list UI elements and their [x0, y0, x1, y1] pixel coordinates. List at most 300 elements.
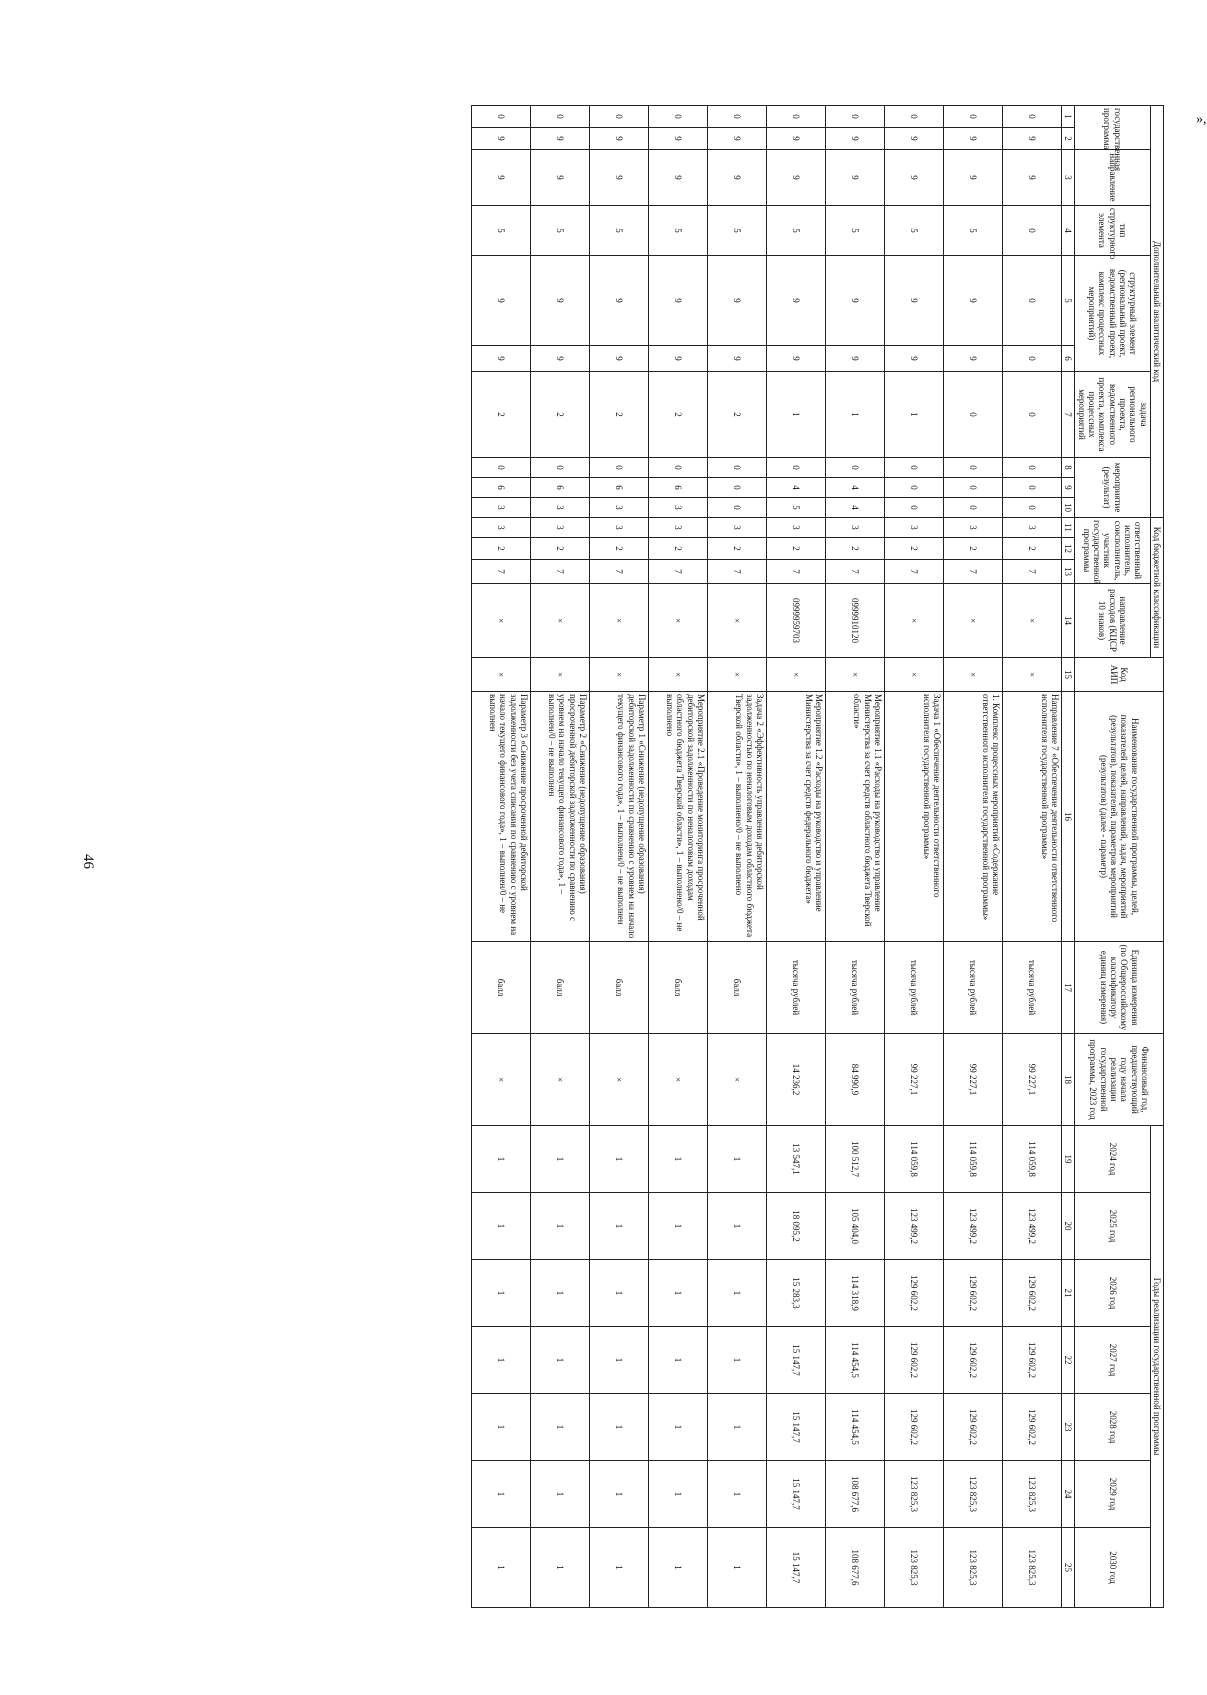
table-cell: 0 [707, 478, 766, 498]
table-cell: 2 [884, 538, 943, 560]
table-cell: 2 [825, 538, 884, 560]
table-cell: 9 [530, 128, 589, 150]
rotated-table-container [164, 105, 1164, 1605]
header-unit: Единица измерения (по Общероссийскому классификатору единиц измерения) [1075, 942, 1164, 1034]
table-cell: × [825, 658, 884, 692]
table-cell: 3 [648, 498, 707, 518]
table-cell: 0 [1002, 256, 1061, 346]
table-cell: 5 [766, 498, 825, 518]
table-cell: 1 [707, 1528, 766, 1608]
table-cell: 99 227,1 [884, 1034, 943, 1126]
table-cell: 99 227,1 [943, 1034, 1002, 1126]
table-cell: 114 454,5 [825, 1327, 884, 1394]
table-cell: 7 [766, 560, 825, 584]
table-cell: 2 [1002, 538, 1061, 560]
table-cell: 9 [589, 346, 648, 372]
table-cell: 2 [589, 372, 648, 458]
table-cell: 0 [1002, 106, 1061, 128]
table-cell: × [471, 1034, 530, 1126]
table-cell: × [471, 584, 530, 658]
table-cell: тысяча рублей [884, 942, 943, 1034]
table-cell: 7 [943, 560, 1002, 584]
table-cell: 1 [530, 1394, 589, 1461]
row-name-cell: Мероприятие 2.1 «Проведение мониторинга просроченной дебиторской задолженности по неналоговым доходам областного бюджета Тверской области», 1 – выполнено/0 – не выполнено [648, 692, 707, 942]
table-cell: 1 [648, 1126, 707, 1193]
table-cell: 1 [707, 1193, 766, 1260]
table-cell: 5 [766, 206, 825, 256]
table-cell: 129 602,2 [943, 1260, 1002, 1327]
table-cell: 3 [589, 498, 648, 518]
table-cell: 2 [766, 538, 825, 560]
table-cell: 7 [530, 560, 589, 584]
table-cell: 1 [589, 1327, 648, 1394]
table-cell: 3 [707, 518, 766, 538]
table-cell: × [471, 658, 530, 692]
table-cell: 1 [589, 1260, 648, 1327]
table-cell: 0 [943, 478, 1002, 498]
table-cell: 0 [648, 106, 707, 128]
table-cell: 9 [884, 346, 943, 372]
table-cell: 129 602,2 [884, 1394, 943, 1461]
header-expense-dir: направление расходов (КЦСР 10 знаков) [1075, 584, 1150, 658]
header-state-program: государственная программа [1075, 106, 1150, 150]
table-cell: 1 [530, 1193, 589, 1260]
corner-mark: », [1196, 112, 1207, 127]
table-cell: 6 [471, 478, 530, 498]
column-number: 16 [1061, 692, 1074, 942]
table-cell: 9 [1002, 128, 1061, 150]
column-number: 9 [1061, 478, 1074, 498]
column-number: 18 [1061, 1034, 1074, 1126]
column-number: 17 [1061, 942, 1074, 1034]
table-cell: 0 [825, 458, 884, 478]
column-number: 10 [1061, 498, 1074, 518]
header-year: 2024 год [1075, 1126, 1150, 1193]
table-cell: балл [471, 942, 530, 1034]
table-body [471, 106, 1061, 1608]
table-cell: балл [589, 942, 648, 1034]
table-cell: 0999959703 [766, 584, 825, 658]
table-cell: тысяча рублей [1002, 942, 1061, 1034]
header-budget-code: Код бюджетной классификации [1150, 518, 1163, 658]
table-cell: 2 [707, 538, 766, 560]
table-cell: 9 [707, 256, 766, 346]
column-number: 14 [1061, 584, 1074, 658]
table-cell: 2 [589, 538, 648, 560]
table-cell: 1 [589, 1193, 648, 1260]
table-cell: 0 [707, 458, 766, 478]
table-cell: 0 [884, 106, 943, 128]
table-cell: 0 [825, 106, 884, 128]
table-cell: × [943, 584, 1002, 658]
table-cell: 1 [471, 1528, 530, 1608]
table-cell: 1 [707, 1260, 766, 1327]
header-additional-code: Дополнительный аналитический код [1150, 106, 1163, 518]
table-row [825, 106, 884, 1608]
table-cell: 9 [530, 256, 589, 346]
column-number: 21 [1061, 1260, 1074, 1327]
table-cell: 129 602,2 [943, 1327, 1002, 1394]
table-cell: 9 [648, 346, 707, 372]
table-cell: 114 059,8 [1002, 1126, 1061, 1193]
table-cell: 9 [648, 150, 707, 206]
table-cell: 9 [471, 150, 530, 206]
table-cell: 6 [648, 478, 707, 498]
table-cell: 9 [530, 346, 589, 372]
header-year: 2025 год [1075, 1193, 1150, 1260]
table-cell: 3 [943, 518, 1002, 538]
header-fin-year: Финансовый год, предшествующий году начала реализации государственной программы, 2023 год [1075, 1034, 1164, 1126]
table-cell: 0 [1002, 478, 1061, 498]
table-cell: 2 [471, 372, 530, 458]
table-cell: 123 825,3 [943, 1461, 1002, 1528]
table-cell: 1 [648, 1461, 707, 1528]
table-cell: 1 [471, 1260, 530, 1327]
row-name-cell: Задача 2 «Эффективность управления дебиторской задолженностью по неналоговым доходам областного бюджета Тверской области», 1 – выполнено/0 – не выполнено [707, 692, 766, 942]
table-cell: 0 [589, 458, 648, 478]
column-number: 11 [1061, 518, 1074, 538]
table-row [530, 106, 589, 1608]
table-cell: 15 147,7 [766, 1394, 825, 1461]
header-executor: ответственный исполнитель, соисполнитель, участник государственной программы [1075, 518, 1150, 584]
table-cell: 108 677,6 [825, 1528, 884, 1608]
table-cell: 1 [589, 1528, 648, 1608]
table-cell: 9 [825, 150, 884, 206]
table-cell: 0 [471, 458, 530, 478]
row-name-cell: Параметр 2 «Снижение (недопущение образования) просроченной дебиторской задолженности по сравнению с уровнем на начало текущего финансового года», 1 – выполнен/0 – не выполнен [530, 692, 589, 942]
table-cell: 1 [530, 1528, 589, 1608]
table-cell: 2 [530, 372, 589, 458]
table-cell: 7 [825, 560, 884, 584]
table-cell: × [943, 658, 1002, 692]
table-cell: 1 [884, 372, 943, 458]
table-cell: 5 [471, 206, 530, 256]
table-cell: 7 [648, 560, 707, 584]
table-cell: 1 [766, 372, 825, 458]
table-cell: 9 [589, 256, 648, 346]
table-cell: 3 [825, 518, 884, 538]
column-number: 23 [1061, 1394, 1074, 1461]
table-cell: 0 [1002, 206, 1061, 256]
table-cell: 9 [825, 346, 884, 372]
table-cell: 7 [471, 560, 530, 584]
table-cell: 123 825,3 [1002, 1461, 1061, 1528]
table-cell: 5 [530, 206, 589, 256]
table-cell: 2 [707, 372, 766, 458]
table-cell: 0 [943, 458, 1002, 478]
table-cell: 3 [589, 518, 648, 538]
table-cell: 6 [589, 478, 648, 498]
table-cell: 1 [530, 1126, 589, 1193]
column-number: 25 [1061, 1528, 1074, 1608]
table-cell: 7 [589, 560, 648, 584]
table-cell: 15 147,7 [766, 1528, 825, 1608]
table-cell: 1 [589, 1126, 648, 1193]
table-cell: 0 [530, 458, 589, 478]
column-number: 24 [1061, 1461, 1074, 1528]
table-cell: 15 147,7 [766, 1327, 825, 1394]
table-cell: × [648, 658, 707, 692]
table-cell: 123 825,3 [943, 1528, 1002, 1608]
table-cell: 0 [707, 498, 766, 518]
table-cell: 0 [766, 458, 825, 478]
table-cell: тысяча рублей [825, 942, 884, 1034]
table-cell: × [530, 584, 589, 658]
table-cell: 0 [589, 106, 648, 128]
table-cell: × [707, 584, 766, 658]
table-cell: × [530, 1034, 589, 1126]
table-cell: 108 677,6 [825, 1461, 884, 1528]
table-cell: 13 547,1 [766, 1126, 825, 1193]
table-cell: 1 [648, 1327, 707, 1394]
table-cell: 3 [471, 498, 530, 518]
column-number: 20 [1061, 1193, 1074, 1260]
table-cell: 9 [648, 256, 707, 346]
header-year: 2028 год [1075, 1394, 1150, 1461]
table-cell: балл [530, 942, 589, 1034]
table-cell: 1 [589, 1461, 648, 1528]
table-cell: 2 [648, 538, 707, 560]
table-cell: 129 602,2 [943, 1394, 1002, 1461]
table-cell: × [884, 584, 943, 658]
table-row [589, 106, 648, 1608]
table-row [766, 106, 825, 1608]
table-row [1002, 106, 1061, 1608]
table-cell: × [707, 658, 766, 692]
table-cell: 1 [530, 1327, 589, 1394]
row-name-cell: 1. Комплекс процессных мероприятий «Содержание ответственного исполнителя государственной программы» [943, 692, 1002, 942]
table-cell: 0 [766, 106, 825, 128]
table-cell: 0 [943, 498, 1002, 518]
column-number: 6 [1061, 346, 1074, 372]
table-cell: 3 [530, 518, 589, 538]
table-cell: 1 [471, 1327, 530, 1394]
table-cell: 1 [530, 1461, 589, 1528]
table-cell: 4 [825, 498, 884, 518]
table-cell: 3 [766, 518, 825, 538]
table-cell: 99 227,1 [1002, 1034, 1061, 1126]
header-aip-code: Код АИП [1075, 658, 1164, 692]
table-cell: 0999910120 [825, 584, 884, 658]
table-cell: 9 [766, 150, 825, 206]
table-cell: 15 147,7 [766, 1461, 825, 1528]
table-cell: 129 602,2 [1002, 1260, 1061, 1327]
column-number-row [1061, 106, 1074, 1608]
table-cell: 3 [884, 518, 943, 538]
column-number: 1 [1061, 106, 1074, 128]
row-name-cell: Направление 7 «Обеспечение деятельности ответственного исполнителя государственной программы» [1002, 692, 1061, 942]
table-cell: 1 [825, 372, 884, 458]
table-cell: 0 [884, 478, 943, 498]
header-task: задача регионального проекта, ведомственного проекта, комплекса процессных мероприятий [1075, 372, 1150, 458]
table-cell: 105 404,0 [825, 1193, 884, 1260]
table-cell: 6 [530, 478, 589, 498]
table-row [884, 106, 943, 1608]
table-cell: 7 [884, 560, 943, 584]
table-cell: 9 [471, 256, 530, 346]
table-cell: 4 [825, 478, 884, 498]
column-number: 7 [1061, 372, 1074, 458]
table-cell: 2 [648, 372, 707, 458]
table-row [943, 106, 1002, 1608]
column-number: 13 [1061, 560, 1074, 584]
table-cell: × [589, 658, 648, 692]
header-direction: направление [1075, 150, 1150, 206]
header-year: 2030 год [1075, 1528, 1150, 1608]
table-cell: 3 [1002, 518, 1061, 538]
table-cell: 9 [884, 256, 943, 346]
table-cell: 1 [707, 1126, 766, 1193]
column-number: 22 [1061, 1327, 1074, 1394]
table-cell: 129 602,2 [884, 1260, 943, 1327]
table-cell: балл [648, 942, 707, 1034]
table-cell: × [589, 1034, 648, 1126]
table-cell: 9 [825, 256, 884, 346]
table-cell: 0 [884, 498, 943, 518]
table-cell: 0 [1002, 458, 1061, 478]
row-name-cell: Мероприятие 1.2 «Расходы на руководство и управление Министерства за счет средств федерального бюджета» [766, 692, 825, 942]
table-cell: 9 [825, 128, 884, 150]
table-cell: 9 [943, 128, 1002, 150]
table-cell: 9 [589, 128, 648, 150]
table-cell: 129 602,2 [884, 1327, 943, 1394]
table-cell: 9 [766, 346, 825, 372]
table-cell: × [707, 1034, 766, 1126]
table-row [648, 106, 707, 1608]
table-cell: 14 236,2 [766, 1034, 825, 1126]
column-number: 19 [1061, 1126, 1074, 1193]
table-cell: 9 [943, 256, 1002, 346]
table-cell: 5 [648, 206, 707, 256]
table-cell: 114 318,9 [825, 1260, 884, 1327]
table-cell: 1 [589, 1394, 648, 1461]
table-cell: 5 [589, 206, 648, 256]
row-name-cell: Параметр 1 «Снижение (недопущение образования) дебиторской задолженности по сравнению с уровнем на начало текущего финансового года», 1 – выполнен/0 – не выполнен [589, 692, 648, 942]
table-cell: 123 499,2 [1002, 1193, 1061, 1260]
table-cell: 114 454,5 [825, 1394, 884, 1461]
table-cell: 9 [648, 128, 707, 150]
table-cell: 7 [707, 560, 766, 584]
table-cell: 2 [530, 538, 589, 560]
table-cell: 100 512,7 [825, 1126, 884, 1193]
table-cell: 1 [530, 1260, 589, 1327]
table-cell: 0 [943, 372, 1002, 458]
table-cell: × [648, 1034, 707, 1126]
header-years-group: Годы реализации государственной программы [1150, 1126, 1163, 1608]
header-name: Наименование государственной программы, целей, показателей целей, направлений, задач, мероприятий (результатов), показателей, параметров мероприятий (результатов) (далее - параметр) [1075, 692, 1164, 942]
header-struct-type: тип структурного элемента [1075, 206, 1150, 256]
table-cell: 2 [471, 538, 530, 560]
table-cell: 9 [943, 346, 1002, 372]
table-cell: 1 [648, 1528, 707, 1608]
table-cell: 9 [471, 346, 530, 372]
table-cell: × [1002, 584, 1061, 658]
table-cell: 9 [707, 150, 766, 206]
table-cell: 9 [884, 128, 943, 150]
table-cell: 5 [884, 206, 943, 256]
header-year: 2029 год [1075, 1461, 1150, 1528]
table-cell: 9 [884, 150, 943, 206]
table-cell: 1 [648, 1193, 707, 1260]
table-cell: 9 [707, 346, 766, 372]
table-cell: 9 [589, 150, 648, 206]
table-cell: 123 825,3 [884, 1461, 943, 1528]
table-cell: 1 [707, 1327, 766, 1394]
table-cell: 129 602,2 [1002, 1394, 1061, 1461]
table-cell: 0 [707, 106, 766, 128]
header-measure: мероприятие (результат) [1075, 458, 1150, 518]
table-cell: 114 059,8 [884, 1126, 943, 1193]
table-cell: 123 499,2 [943, 1193, 1002, 1260]
table-row [707, 106, 766, 1608]
row-name-cell: Задача 1 «Обеспечение деятельности ответственного исполнителя государственной программы» [884, 692, 943, 942]
table-cell: 3 [648, 518, 707, 538]
table-cell: 9 [707, 128, 766, 150]
table-cell: × [884, 658, 943, 692]
table-cell: 123 499,2 [884, 1193, 943, 1260]
table-cell: × [648, 584, 707, 658]
table-cell: 0 [1002, 498, 1061, 518]
column-number: 3 [1061, 150, 1074, 206]
table-cell: 0 [648, 458, 707, 478]
table-cell: 9 [471, 128, 530, 150]
header-year: 2027 год [1075, 1327, 1150, 1394]
table-cell: × [530, 658, 589, 692]
table-cell: 1 [471, 1193, 530, 1260]
row-name-cell: Мероприятие 1.1 «Расходы на руководство и управление Министерства за счет средств областного бюджета Тверской области» [825, 692, 884, 942]
column-number: 8 [1061, 458, 1074, 478]
table-cell: 0 [884, 458, 943, 478]
table-cell: 1 [707, 1461, 766, 1528]
table-cell: 1 [471, 1126, 530, 1193]
table-cell: 0 [530, 106, 589, 128]
table-cell: 123 825,3 [1002, 1528, 1061, 1608]
table-cell: 84 990,9 [825, 1034, 884, 1126]
table-cell: 129 602,2 [1002, 1327, 1061, 1394]
table-cell: 9 [943, 150, 1002, 206]
table-cell: 7 [1002, 560, 1061, 584]
table-cell: 0 [1002, 346, 1061, 372]
table-cell: × [589, 584, 648, 658]
program-table [471, 105, 1164, 1608]
table-cell: 0 [471, 106, 530, 128]
table-cell: 1 [707, 1394, 766, 1461]
column-number: 2 [1061, 128, 1074, 150]
row-name-cell: Параметр 3 «Снижение просроченной дебиторской задолженности без учета списания по сравнению с уровнем на начало текущего финансового года», 1 – выполнен/0 – не выполнен [471, 692, 530, 942]
column-number: 4 [1061, 206, 1074, 256]
table-cell: 9 [766, 256, 825, 346]
table-cell: 15 283,3 [766, 1260, 825, 1327]
header-struct-elem: структурный элемент (региональный проект, ведомственный проект, комплекс процессных мероприятий) [1075, 256, 1150, 372]
table-cell: 5 [825, 206, 884, 256]
table-cell: × [1002, 658, 1061, 692]
table-cell: 5 [943, 206, 1002, 256]
table-cell: 9 [766, 128, 825, 150]
table-cell: 4 [766, 478, 825, 498]
table-cell: 3 [471, 518, 530, 538]
table-cell: тысяча рублей [766, 942, 825, 1034]
table-cell: 5 [707, 206, 766, 256]
table-cell: 2 [943, 538, 1002, 560]
table-cell: 1 [648, 1260, 707, 1327]
page-number: 46 [80, 854, 96, 869]
table-cell: × [766, 658, 825, 692]
table-cell: тысяча рублей [943, 942, 1002, 1034]
table-cell: балл [707, 942, 766, 1034]
header-year: 2026 год [1075, 1260, 1150, 1327]
table-cell: 114 059,8 [943, 1126, 1002, 1193]
table-row [471, 106, 530, 1608]
